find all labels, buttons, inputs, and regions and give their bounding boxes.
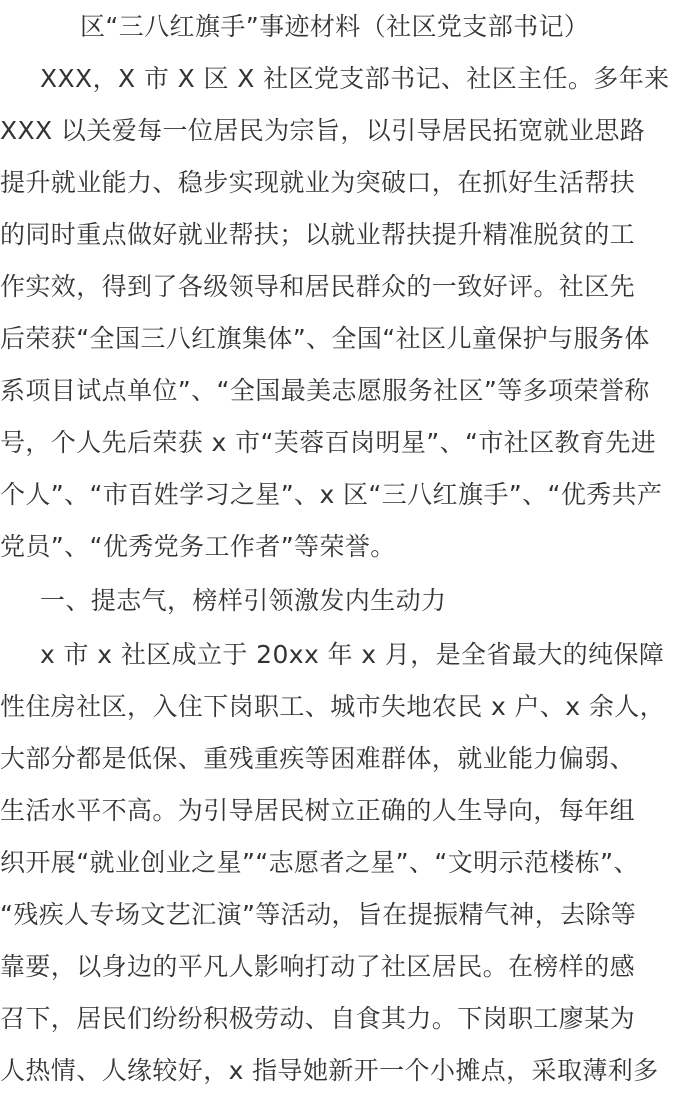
paragraph-line: 党员”、“优秀党务工作者”等荣誉。 bbox=[0, 532, 396, 561]
paragraph-line: 个人”、“市百姓学习之星”、x 区“三八红旗手”、“优秀共产 bbox=[0, 480, 663, 509]
paragraph-line: 生活水平不高。为引导居民树立正确的人生导向，每年组 bbox=[0, 796, 636, 825]
paragraph-line: 提升就业能力、稳步实现就业为突破口，在抓好生活帮扶 bbox=[0, 168, 636, 197]
paragraph-line: 人热情、人缘较好，x 指导她新开一个小摊点，采取薄利多 bbox=[0, 1056, 659, 1085]
paragraph-line: 号，个人先后荣获 x 市“芙蓉百岗明星”、“市社区教育先进 bbox=[0, 428, 657, 457]
section-heading: 一、提志气，榜样引领激发内生动力 bbox=[40, 586, 447, 615]
paragraph-line: 性住房社区，入住下岗职工、城市失地农民 x 户、x 余人， bbox=[0, 692, 666, 721]
paragraph-line: 后荣获“全国三八红旗集体”、全国“社区儿童保护与服务体 bbox=[0, 324, 650, 353]
paragraph-line: XXX 以关爱每一位居民为宗旨，以引导居民拓宽就业思路 bbox=[0, 116, 646, 145]
paragraph-line: 靠要，以身边的平凡人影响打动了社区居民。在榜样的感 bbox=[0, 952, 636, 981]
paragraph-line: 织开展“就业创业之星”“志愿者之星”、“文明示范楼栋”、 bbox=[0, 848, 639, 877]
paragraph-line: “残疾人专场文艺汇演”等活动，旨在提振精气神，去除等 bbox=[0, 900, 637, 929]
paragraph-line: 系项目试点单位”、“全国最美志愿服务社区”等多项荣誉称 bbox=[0, 376, 650, 405]
paragraph-line: XXX，X 市 X 区 X 社区党支部书记、社区主任。多年来 bbox=[40, 64, 670, 93]
paragraph-line: 召下，居民们纷纷积极劳动、自食其力。下岗职工廖某为 bbox=[0, 1004, 636, 1033]
paragraph-line: 作实效，得到了各级领导和居民群众的一致好评。社区先 bbox=[0, 272, 636, 301]
paragraph-line: 的同时重点做好就业帮扶；以就业帮扶提升精准脱贫的工 bbox=[0, 220, 636, 249]
paragraph-line: 大部分都是低保、重残重疾等困难群体，就业能力偏弱、 bbox=[0, 744, 636, 773]
document-title: 区“三八红旗手”事迹材料（社区党支部书记） bbox=[80, 12, 590, 41]
paragraph-line: x 市 x 社区成立于 20xx 年 x 月，是全省最大的纯保障 bbox=[40, 640, 665, 669]
